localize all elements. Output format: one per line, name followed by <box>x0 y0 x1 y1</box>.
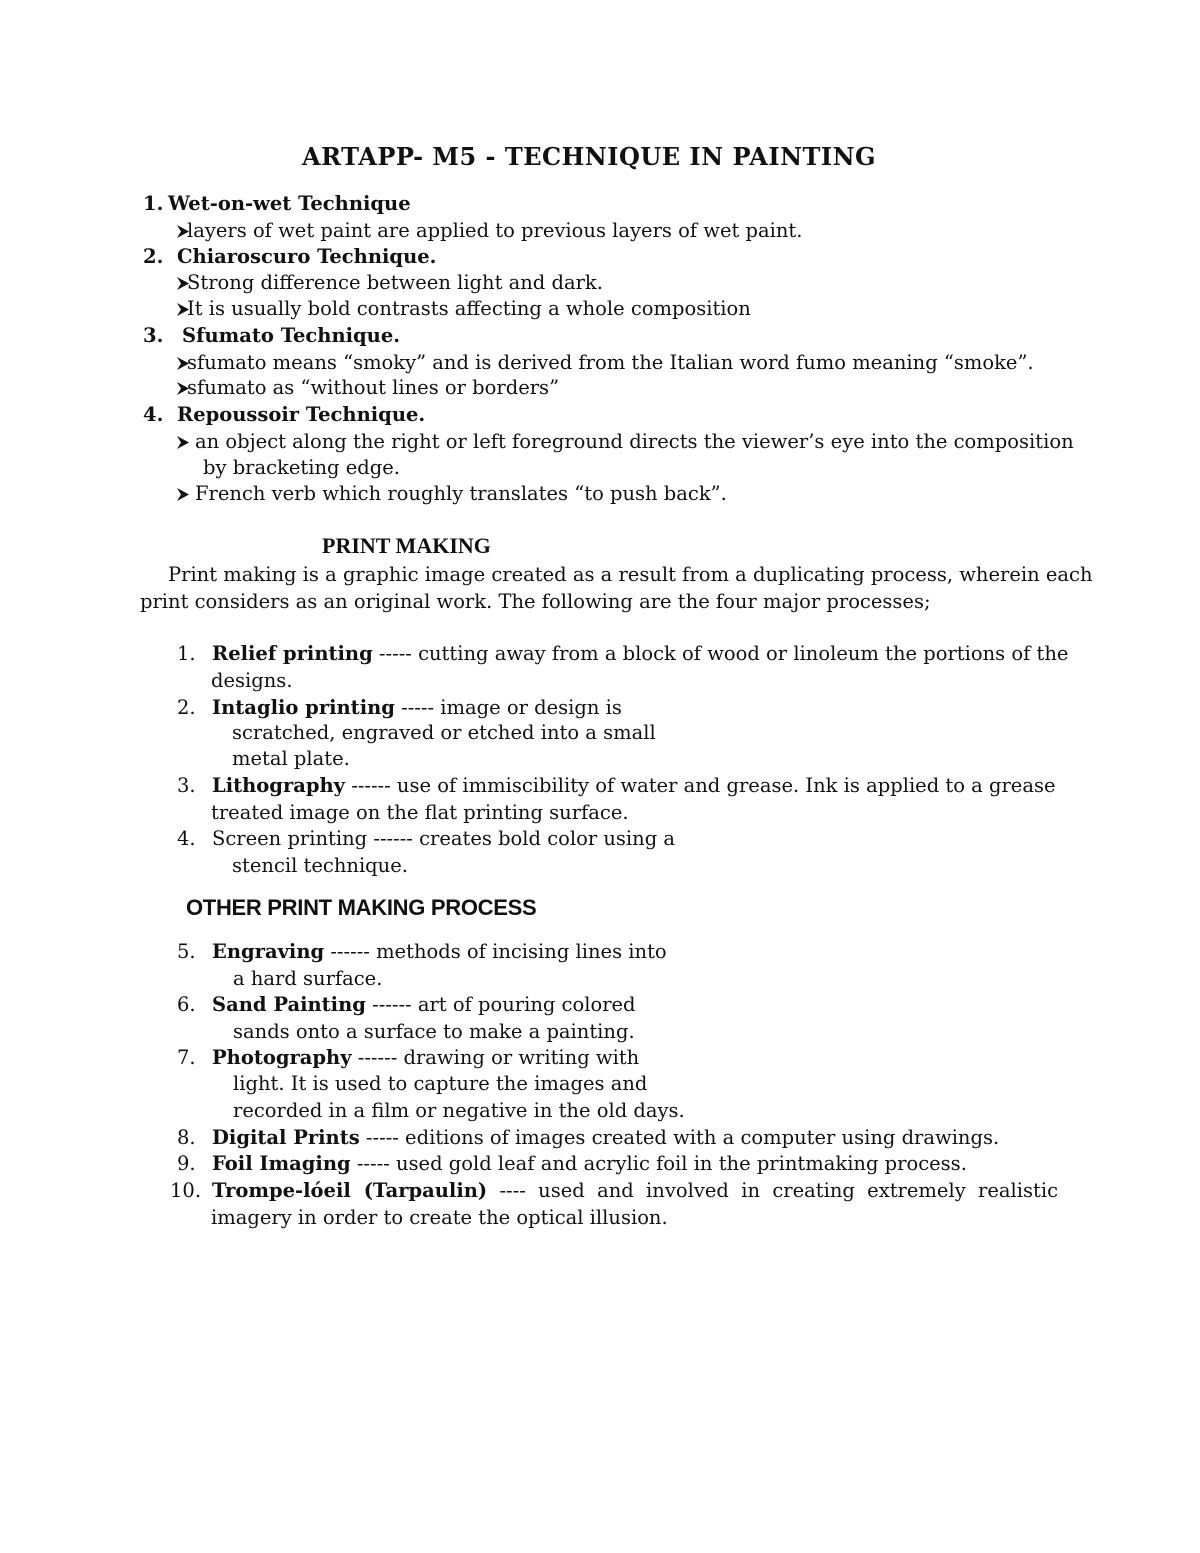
other-item-6: Sand Painting ------ art of pouring colored <box>212 993 636 1016</box>
other-item-5-number: 5. <box>177 940 196 963</box>
print-item-2: Intaglio printing ----- image or design is <box>212 696 622 719</box>
other-process-heading: OTHER PRINT MAKING PROCESS <box>186 895 537 920</box>
print-item-4-number: 4. <box>177 827 196 850</box>
other-item-6-continued: sands onto a surface to make a painting. <box>233 1020 635 1043</box>
print-item-3-continued: treated image on the flat printing surface. <box>211 801 629 824</box>
technique-3-name: Sfumato Technique. <box>182 324 401 347</box>
technique-1-bullet-1: layers of wet paint are applied to previous layers of wet paint. <box>177 218 802 244</box>
page-title: ARTAPP- M5 - TECHNIQUE IN PAINTING <box>302 142 877 171</box>
other-item-5-continued: a hard surface. <box>233 967 383 990</box>
print-item-2-number: 2. <box>177 696 196 719</box>
technique-4-bullet-2: French verb which roughly translates “to push back”. <box>177 481 727 507</box>
other-item-8-number: 8. <box>177 1126 196 1149</box>
technique-2-bullet-1: Strong difference between light and dark. <box>177 270 603 296</box>
technique-2-name: Chiaroscuro Technique. <box>177 245 437 268</box>
print-making-intro-line-1: Print making is a graphic image created as a result from a duplicating process, wherein each <box>168 563 1093 586</box>
print-item-1-number: 1. <box>177 642 196 665</box>
print-item-2-continued-1: scratched, engraved or etched into a small <box>232 721 656 744</box>
technique-3-number: 3. <box>143 324 164 347</box>
other-item-10-continued: imagery in order to create the optical illusion. <box>211 1206 668 1229</box>
other-item-9-number: 9. <box>177 1152 196 1175</box>
print-making-intro-line-2: print considers as an original work. The following are the four major processes; <box>140 590 931 613</box>
other-item-5: Engraving ------ methods of incising lines into <box>212 940 667 963</box>
print-item-1-continued: designs. <box>211 669 293 692</box>
print-making-heading: PRINT MAKING <box>322 533 491 558</box>
other-item-10: Trompe-lóeil (Tarpaulin) ---- used and involved in creating extremely realistic <box>212 1179 1058 1202</box>
arrow-bullet-icon <box>177 382 183 395</box>
other-item-7-continued-1: light. It is used to capture the images and <box>233 1072 648 1095</box>
print-item-2-continued-2: metal plate. <box>232 747 350 770</box>
technique-3-bullet-2: sfumato as “without lines or borders” <box>177 375 559 401</box>
print-item-3: Lithography ------ use of immiscibility of water and grease. Ink is applied to a grease <box>212 774 1056 797</box>
technique-4-bullet-1: an object along the right or left foreground directs the viewer’s eye into the composition <box>177 429 1074 455</box>
arrow-bullet-icon <box>177 357 183 370</box>
print-item-3-number: 3. <box>177 774 196 797</box>
arrow-bullet-icon <box>177 277 183 290</box>
print-item-4: Screen printing ------ creates bold color using a <box>212 827 676 850</box>
print-item-4-continued: stencil technique. <box>232 854 408 877</box>
other-item-7-continued-2: recorded in a film or negative in the old days. <box>233 1099 685 1122</box>
technique-2-bullet-2: It is usually bold contrasts affecting a whole composition <box>177 296 751 322</box>
technique-2-number: 2. <box>143 245 164 268</box>
technique-4-name: Repoussoir Technique. <box>177 403 426 426</box>
other-item-10-number: 10. <box>170 1179 202 1202</box>
print-item-1: Relief printing ----- cutting away from a block of wood or linoleum the portions of the <box>212 642 1069 665</box>
other-item-8: Digital Prints ----- editions of images created with a computer using drawings. <box>212 1126 1000 1149</box>
other-item-6-number: 6. <box>177 993 196 1016</box>
other-item-7: Photography ------ drawing or writing with <box>212 1046 640 1069</box>
other-item-7-number: 7. <box>177 1046 196 1069</box>
technique-3-bullet-1: sfumato means “smoky” and is derived from the Italian word fumo meaning “smoke”. <box>177 350 1034 376</box>
arrow-bullet-icon <box>177 488 183 501</box>
arrow-bullet-icon <box>177 225 183 238</box>
other-item-9: Foil Imaging ----- used gold leaf and acrylic foil in the printmaking process. <box>212 1152 967 1175</box>
technique-4-bullet-1-continued: by bracketing edge. <box>203 456 400 479</box>
technique-4-number: 4. <box>143 403 164 426</box>
arrow-bullet-icon <box>177 303 183 316</box>
technique-1-number: 1. <box>143 192 164 215</box>
technique-1-name: Wet-on-wet Technique <box>168 192 411 215</box>
arrow-bullet-icon <box>177 436 183 449</box>
